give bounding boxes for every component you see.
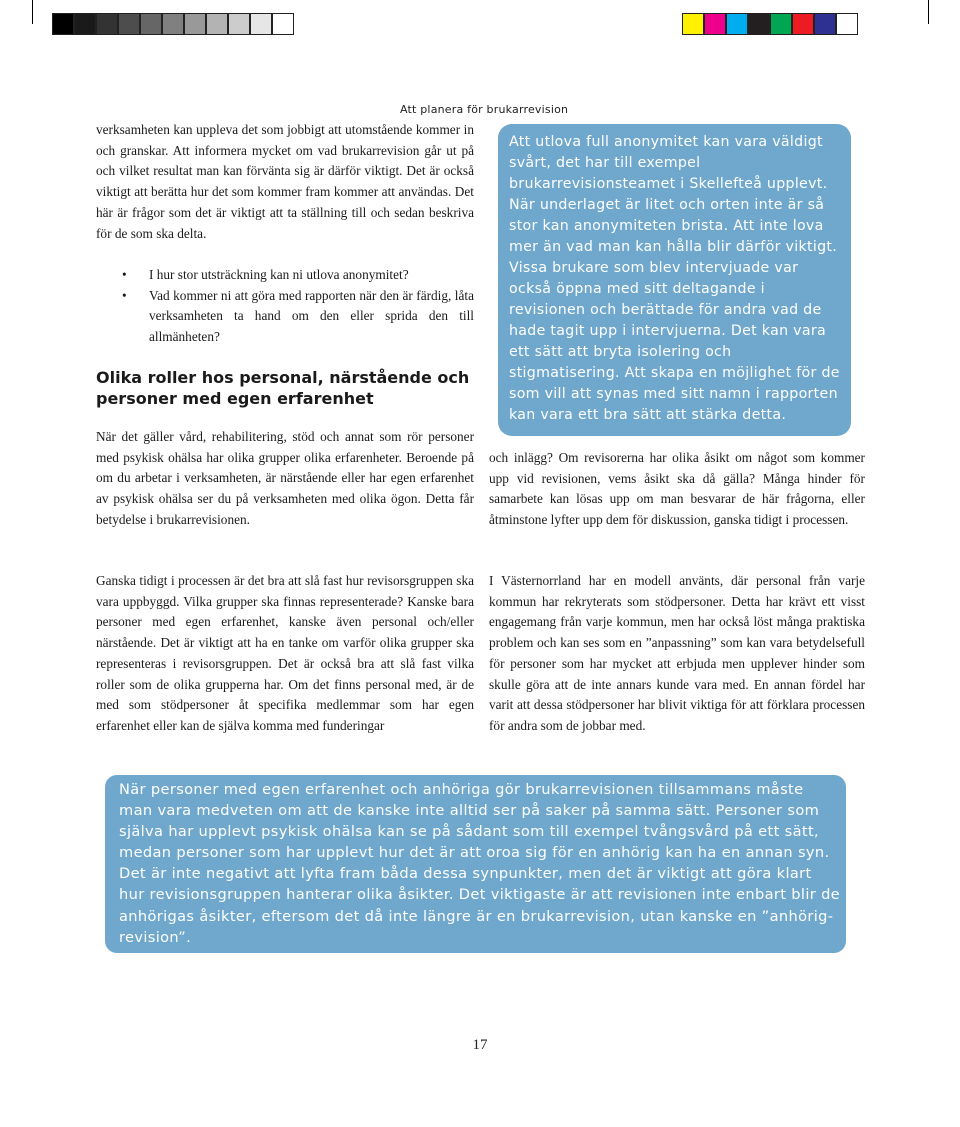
- color-swatch: [96, 13, 118, 35]
- bullet-list: [96, 265, 474, 348]
- anonymity-callout-box: [498, 124, 851, 436]
- intro-paragraph: verksamheten kan uppleva det som jobbigt att utomstående kommer in och granskar. Att informera mycket om vad brukarrevision går ut på och vilket resultat man kan förvänta sig är därför viktigt. Det är också viktigt att berätta hur det som kommer fram kommer att användas. Det här är frågor som det är viktigt att ta ställning till och sedan beskriva för de som ska delta.: [96, 122, 474, 241]
- callout-text: När personer med egen erfarenhet och anhöriga gör brukarrevisionen tillsammans måste man vara medveten om att de kanske inte alltid ser på saker på samma sätt. Personer som själva har upplevt psykisk ohälsa kan se på sådant som till exempel tvångsvård på ett sätt, medan personer som har upplevt hur det är att oroa sig för en anhörig kan ha en annan syn. Det är inte negativt att lyfta fram båda dessa synpunkter, men det är viktigt att göra klart hur revisionsgruppen hanterar olika åsikter. Det viktigaste är att revisionen inte enbart blir de anhörigas åsikter, eftersom det då inte längre är en brukarrevision, utan kanske en ”anhörig-revision”.: [119, 781, 841, 946]
- opinions-paragraph: och inlägg? Om revisorerna har olika åsikt om något som kommer upp vid revisionen, vems åsikt ska då gälla? Många hinder för samarbete kan lösas upp om man besvarar de här frågorna, eller åtminstone lyfter upp dem för diskussion, ganska tidigt i processen.: [489, 450, 865, 528]
- color-swatch: [250, 13, 272, 35]
- color-swatch: [52, 13, 74, 35]
- color-swatch: [770, 13, 792, 35]
- color-swatch: [814, 13, 836, 35]
- running-head: Att planera för brukarrevision: [400, 103, 569, 116]
- color-swatch: [184, 13, 206, 35]
- color-swatch: [118, 13, 140, 35]
- bullet-icon: •: [122, 267, 127, 282]
- revisor-group-paragraph: Ganska tidigt i processen är det bra att slå fast hur revisorsgruppen ska vara uppbyggd. Vilka grupper ska finnas representerade? Kanske bara personer med egen erfarenhet, kanske även personal och/eller närstående. Det är viktigt att ha en tanke om varför olika grupper ska representeras i revisorsgruppen. Det är också bra att slå fast vilka roller som de olika grupperna har. Om det finns personal med, är de med som stödpersoner åt specifika medlemmar som har egen erfarenhet eller kan de själva komma med funderingar: [96, 573, 474, 733]
- relatives-callout-box: [105, 775, 846, 953]
- color-swatch: [206, 13, 228, 35]
- section-heading: Olika roller hos personal, närstående och personer med egen erfarenhet: [96, 368, 470, 408]
- list-item: • Vad kommer ni att göra med rapporten när den är färdig, låta verksamheten ta hand om den eller sprida den till allmänheten?: [122, 287, 474, 345]
- color-swatch: [704, 13, 726, 35]
- bullet-icon: •: [122, 287, 127, 303]
- color-swatch: [162, 13, 184, 35]
- color-swatch: [74, 13, 96, 35]
- color-swatch: [140, 13, 162, 35]
- color-swatch: [748, 13, 770, 35]
- list-item: • I hur stor utsträckning kan ni utlova anonymitet?: [96, 265, 474, 286]
- vasternorrland-paragraph: I Västernorrland har en modell använts, där personal från varje kommun har rekryterats som stödpersoner. Detta har krävt ett visst engagemang från varje kommun, men har också löst många praktiska problem och kan ses som en ”anpassning” som kan vara betydelsefull för personer som har mycket att erbjuda men upplever hinder som skulle göra att de inte annars kunde vara med. En annan fördel har varit att dessa stödpersoner har blivit viktiga för att förklara processen för andra som de jobbar med.: [489, 573, 865, 733]
- color-swatch: [272, 13, 294, 35]
- crop-mark-top-left: [32, 0, 33, 24]
- grayscale-swatch-bar: [52, 13, 294, 35]
- color-swatch: [836, 13, 858, 35]
- callout-text: Att utlova full anonymitet kan vara väldigt svårt, det har till exempel brukarrevisionsteamet i Skellefteå upplevt. När underlaget är litet och orten inte är så stor kan anonymiteten brista. Att inte lova mer än vad man kan hålla blir därför viktigt. Vissa brukare som blev intervjuade var också öppna med sitt deltagande i revisionen och berättade för andra vad de hade tagit upp i intervjuerna. Det kan vara ett sätt att bryta isolering och stigmatisering. Att skapa en möjlighet för de som vill att synas med sitt namn i rapporten kan vara ett bra sätt att stärka detta.: [509, 134, 840, 423]
- crop-mark-top-right: [928, 0, 929, 24]
- color-swatch: [792, 13, 814, 35]
- color-swatch: [228, 13, 250, 35]
- roles-paragraph: När det gäller vård, rehabilitering, stöd och annat som rör personer med psykisk ohälsa har olika grupper olika erfarenheter. Beroende på om du arbetar i verksamheten, är närstående eller har egen erfarenhet av psykisk ohälsa ser du på verksamheten med olika ögon. Detta får betydelse i brukarrevisionen.: [96, 429, 474, 527]
- color-swatch: [726, 13, 748, 35]
- color-swatch: [682, 13, 704, 35]
- color-swatch-bar: [682, 13, 858, 35]
- page-number: 17: [472, 1037, 488, 1053]
